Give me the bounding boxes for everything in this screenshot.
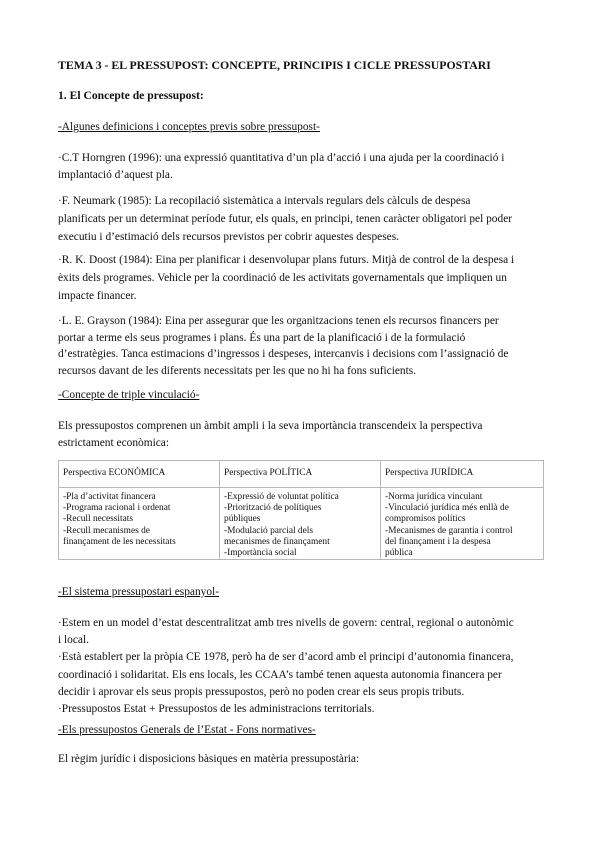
general-budgets-intro: El règim jurídic i disposicions bàsiques en matèria pressupostària: [58, 753, 360, 765]
text-line: implantació d’aquest pla. [58, 169, 173, 182]
triple-link-intro [58, 418, 542, 452]
text-line: impacte financer. [58, 289, 137, 302]
table-header-economic: Perspectiva ECONÒMICA [59, 461, 220, 488]
text-line: coordinació i solidaritat. Els ens locals, les CCAA’s també tenen aquesta autonomia financera per [58, 668, 502, 681]
text-line: recursos davant de les diferents necessitats per les que no hi ha fons suficients. [58, 364, 417, 377]
cell-line: -Recull mecanismes de [63, 525, 150, 536]
definition-doost [58, 252, 542, 305]
cell-line: -Pla d’activitat financera [63, 492, 156, 502]
general-budgets-subheading: -Els pressupostos Generals de l’Estat - Fons normatives- [58, 724, 316, 736]
table-cell-legal [381, 488, 544, 560]
text-line: ·F. Neumark (1985): La recopilació sistemàtica a intervals regulars dels càlculs de despesa [58, 195, 471, 207]
definition-grayson [58, 313, 542, 379]
cell-line: -Priorització de polítiques [224, 503, 322, 514]
spanish-system-subheading: -El sistema pressupostari espanyol- [58, 586, 220, 598]
text-line: ·Estem en un model d’estat descentralitzat amb tres nivells de govern: central, regional o autonòmic [58, 617, 514, 629]
cell-line: -Recull necessitats [63, 514, 134, 525]
cell-line: finançament de les necessitats [63, 536, 176, 547]
text-line: planificats per un determinat període futur, els quals, en principi, tenen caràcter obligatori pel poder [58, 212, 513, 225]
cell-line: -Modulació parcial dels [224, 525, 314, 536]
table-row [59, 488, 544, 560]
cell-line: pública [385, 548, 413, 559]
text-line: ·Està establert per la pròpia CE 1978, però ha de ser d’acord amb el principi d’autonomia financera, [58, 651, 514, 664]
table-header-legal: Perspectiva JURÍDICA [381, 461, 544, 488]
text-line: portar a terme els seus programes i plans. És una part de la planificació i de la formulació [58, 331, 466, 344]
cell-line: -Norma jurídica vinculant [385, 492, 483, 502]
text-line: i local. [58, 634, 89, 647]
text-line: èxits dels programes. Vehicle per la coordinació de les activitats governamentals que impliquen un [58, 271, 507, 284]
text-line: ·C.T Horngren (1996): una expressió quantitativa d’un pla d’acció i una ajuda per la coordinació i [58, 152, 505, 164]
spanish-system-paragraph [58, 615, 542, 718]
text-line: ·Pressupostos Estat + Pressupostos de les administracions territorials. [58, 703, 375, 716]
text-line: d’estratègies. Tanca estimacions d’ingressos i despeses, intercanvis i decisions com l’assignació de [58, 348, 509, 361]
text-line: executiu i d’estimació dels recursos previstos per cobrir aquestes despeses. [58, 230, 399, 243]
cell-line: -Importància social [224, 548, 297, 559]
definition-horngren [58, 150, 542, 184]
text-line: ·L. E. Grayson (1984): Eina per assegurar que les organitzacions tenen els recursos financers per [58, 315, 499, 327]
section-heading: 1. El Concepte de pressupost: [58, 89, 204, 102]
cell-line: -Programa racional i ordenat [63, 503, 171, 514]
cell-line: mecanismes de finançament [224, 536, 330, 547]
table-cell-economic [59, 488, 220, 560]
definitions-subheading: -Algunes definicions i conceptes previs sobre pressupost- [58, 121, 320, 133]
table-header-political: Perspectiva POLÍTICA [220, 461, 381, 488]
triple-link-subheading: -Concepte de triple vinculació- [58, 389, 200, 401]
text-line: ·R. K. Doost (1984): Eina per planificar i desenvolupar plans futurs. Mitjà de control de la despesa i [58, 254, 515, 266]
cell-line: públiques [224, 514, 261, 525]
table-header-row [59, 461, 544, 488]
text-line: estrictament econòmica: [58, 437, 170, 450]
document-title: TEMA 3 - EL PRESSUPOST: CONCEPTE, PRINCIPIS I CICLE PRESSUPOSTARI [58, 58, 491, 72]
definition-neumark [58, 193, 542, 246]
cell-line: -Vinculació jurídica més enllà de [385, 503, 509, 514]
perspectives-table [58, 460, 544, 560]
cell-line: -Mecanismes de garantia i control [385, 525, 513, 536]
text-line: Els pressupostos comprenen un àmbit ampli i la seva importància transcendeix la perspectiva [58, 420, 483, 432]
table-cell-political [220, 488, 381, 560]
cell-line: -Expressió de voluntat política [224, 492, 339, 502]
text-line: decidir i aprovar els seus propis pressupostos, però no poden crear els seus propis tributs. [58, 685, 465, 698]
cell-line: compromisos polítics [385, 514, 466, 525]
cell-line: del finançament i la despesa [385, 536, 491, 547]
